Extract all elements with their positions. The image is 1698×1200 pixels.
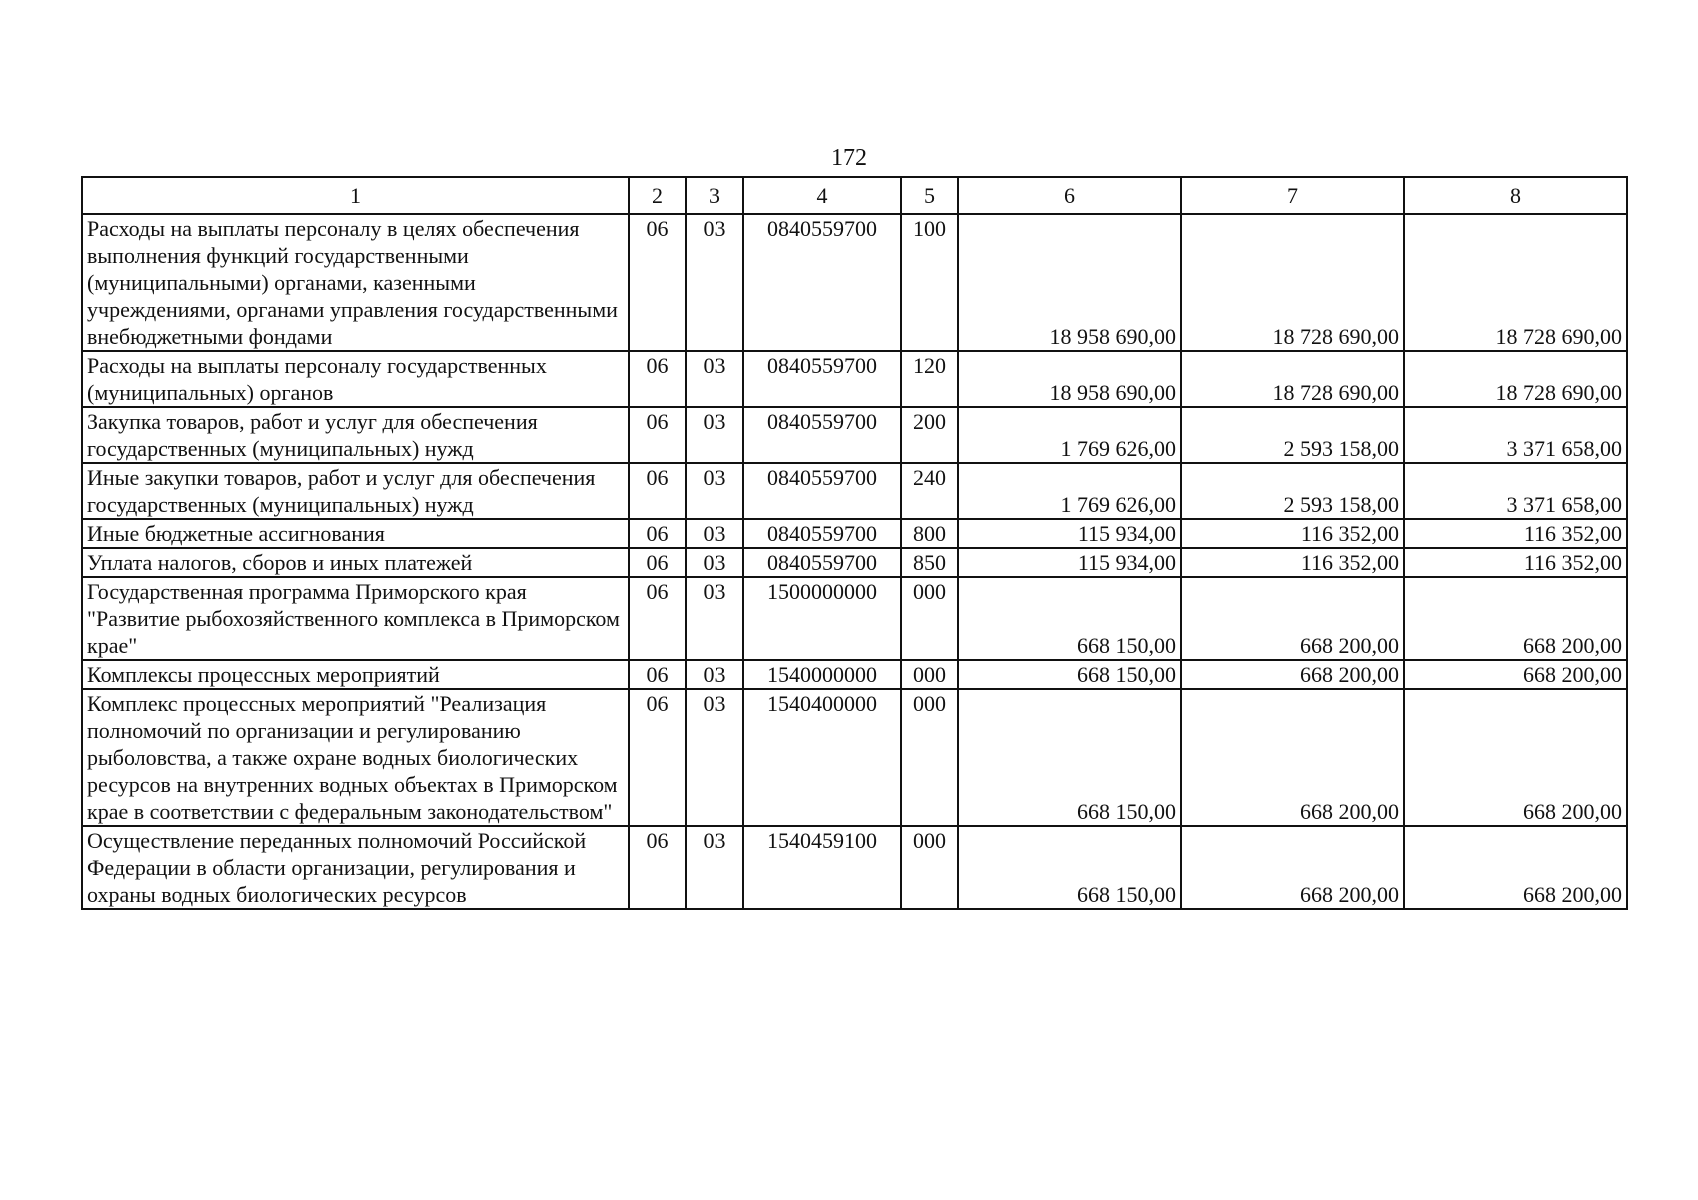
cell-amount-col6: 115 934,00 xyxy=(958,519,1181,548)
cell-amount-col8: 668 200,00 xyxy=(1404,660,1627,689)
cell-section: 06 xyxy=(629,689,686,826)
header-cell: 7 xyxy=(1181,177,1404,214)
cell-section: 06 xyxy=(629,463,686,519)
cell-amount-col8: 116 352,00 xyxy=(1404,519,1627,548)
cell-amount-col8: 3 371 658,00 xyxy=(1404,407,1627,463)
cell-expense-type: 850 xyxy=(901,548,958,577)
cell-section: 06 xyxy=(629,214,686,351)
cell-description: Осуществление переданных полномочий Российской Федерации в области организации, регулирования и охраны водных биологических ресурсов xyxy=(82,826,629,909)
cell-expense-type: 120 xyxy=(901,351,958,407)
cell-description: Уплата налогов, сборов и иных платежей xyxy=(82,548,629,577)
cell-amount-col8: 668 200,00 xyxy=(1404,689,1627,826)
cell-expense-type: 200 xyxy=(901,407,958,463)
cell-subsection: 03 xyxy=(686,463,743,519)
cell-description: Расходы на выплаты персоналу государственных (муниципальных) органов xyxy=(82,351,629,407)
cell-amount-col8: 3 371 658,00 xyxy=(1404,463,1627,519)
cell-section: 06 xyxy=(629,407,686,463)
cell-amount-col7: 116 352,00 xyxy=(1181,548,1404,577)
cell-target-article: 0840559700 xyxy=(743,548,901,577)
cell-amount-col6: 115 934,00 xyxy=(958,548,1181,577)
cell-amount-col6: 668 150,00 xyxy=(958,826,1181,909)
cell-amount-col7: 116 352,00 xyxy=(1181,519,1404,548)
cell-amount-col7: 2 593 158,00 xyxy=(1181,463,1404,519)
table-row xyxy=(82,577,1627,660)
cell-subsection: 03 xyxy=(686,660,743,689)
cell-amount-col6: 1 769 626,00 xyxy=(958,463,1181,519)
cell-section: 06 xyxy=(629,519,686,548)
cell-amount-col7: 668 200,00 xyxy=(1181,660,1404,689)
cell-amount-col6: 668 150,00 xyxy=(958,577,1181,660)
cell-section: 06 xyxy=(629,351,686,407)
cell-expense-type: 100 xyxy=(901,214,958,351)
table-row xyxy=(82,463,1627,519)
cell-target-article: 1500000000 xyxy=(743,577,901,660)
cell-amount-col8: 668 200,00 xyxy=(1404,826,1627,909)
cell-amount-col7: 668 200,00 xyxy=(1181,577,1404,660)
cell-description: Закупка товаров, работ и услуг для обеспечения государственных (муниципальных) нужд xyxy=(82,407,629,463)
table-row xyxy=(82,826,1627,909)
cell-amount-col6: 668 150,00 xyxy=(958,689,1181,826)
cell-subsection: 03 xyxy=(686,548,743,577)
header-cell: 2 xyxy=(629,177,686,214)
cell-amount-col7: 18 728 690,00 xyxy=(1181,351,1404,407)
cell-amount-col6: 668 150,00 xyxy=(958,660,1181,689)
cell-target-article: 0840559700 xyxy=(743,407,901,463)
header-cell: 4 xyxy=(743,177,901,214)
table-row xyxy=(82,689,1627,826)
cell-expense-type: 000 xyxy=(901,689,958,826)
header-cell: 5 xyxy=(901,177,958,214)
table-row xyxy=(82,548,1627,577)
cell-amount-col6: 18 958 690,00 xyxy=(958,214,1181,351)
cell-subsection: 03 xyxy=(686,689,743,826)
cell-section: 06 xyxy=(629,826,686,909)
cell-amount-col6: 1 769 626,00 xyxy=(958,407,1181,463)
cell-amount-col8: 116 352,00 xyxy=(1404,548,1627,577)
cell-expense-type: 800 xyxy=(901,519,958,548)
cell-amount-col7: 2 593 158,00 xyxy=(1181,407,1404,463)
table-row xyxy=(82,660,1627,689)
cell-amount-col7: 668 200,00 xyxy=(1181,826,1404,909)
cell-description: Иные закупки товаров, работ и услуг для обеспечения государственных (муниципальных) нужд xyxy=(82,463,629,519)
cell-amount-col8: 668 200,00 xyxy=(1404,577,1627,660)
cell-amount-col6: 18 958 690,00 xyxy=(958,351,1181,407)
cell-description: Иные бюджетные ассигнования xyxy=(82,519,629,548)
cell-amount-col7: 18 728 690,00 xyxy=(1181,214,1404,351)
table-header-row xyxy=(82,177,1627,214)
cell-description: Государственная программа Приморского края "Развитие рыбохозяйственного комплекса в Приморском крае" xyxy=(82,577,629,660)
cell-section: 06 xyxy=(629,577,686,660)
cell-description: Расходы на выплаты персоналу в целях обеспечения выполнения функций государственными (муниципальными) органами, казенными учреждениями, органами управления государственными внебюджетными фондами xyxy=(82,214,629,351)
header-cell: 3 xyxy=(686,177,743,214)
cell-expense-type: 000 xyxy=(901,660,958,689)
cell-amount-col8: 18 728 690,00 xyxy=(1404,214,1627,351)
cell-target-article: 0840559700 xyxy=(743,463,901,519)
cell-subsection: 03 xyxy=(686,407,743,463)
cell-section: 06 xyxy=(629,660,686,689)
cell-target-article: 0840559700 xyxy=(743,214,901,351)
header-cell: 6 xyxy=(958,177,1181,214)
cell-amount-col8: 18 728 690,00 xyxy=(1404,351,1627,407)
cell-target-article: 0840559700 xyxy=(743,519,901,548)
cell-amount-col7: 668 200,00 xyxy=(1181,689,1404,826)
cell-subsection: 03 xyxy=(686,826,743,909)
cell-subsection: 03 xyxy=(686,214,743,351)
cell-expense-type: 000 xyxy=(901,826,958,909)
page-number: 172 xyxy=(831,145,867,171)
cell-expense-type: 240 xyxy=(901,463,958,519)
table-row xyxy=(82,519,1627,548)
table-row xyxy=(82,407,1627,463)
table-row xyxy=(82,351,1627,407)
header-cell: 1 xyxy=(82,177,629,214)
table-row xyxy=(82,214,1627,351)
cell-target-article: 1540459100 xyxy=(743,826,901,909)
cell-target-article: 1540400000 xyxy=(743,689,901,826)
cell-subsection: 03 xyxy=(686,351,743,407)
cell-target-article: 0840559700 xyxy=(743,351,901,407)
cell-target-article: 1540000000 xyxy=(743,660,901,689)
cell-description: Комплексы процессных мероприятий xyxy=(82,660,629,689)
cell-subsection: 03 xyxy=(686,519,743,548)
budget-table xyxy=(81,176,1628,910)
cell-description: Комплекс процессных мероприятий "Реализация полномочий по организации и регулированию рыболовства, а также охране водных биологических ресурсов на внутренних водных объектах в Приморском крае в соответствии с федеральным законодательством" xyxy=(82,689,629,826)
cell-section: 06 xyxy=(629,548,686,577)
cell-expense-type: 000 xyxy=(901,577,958,660)
cell-subsection: 03 xyxy=(686,577,743,660)
header-cell: 8 xyxy=(1404,177,1627,214)
table-body xyxy=(82,177,1627,909)
